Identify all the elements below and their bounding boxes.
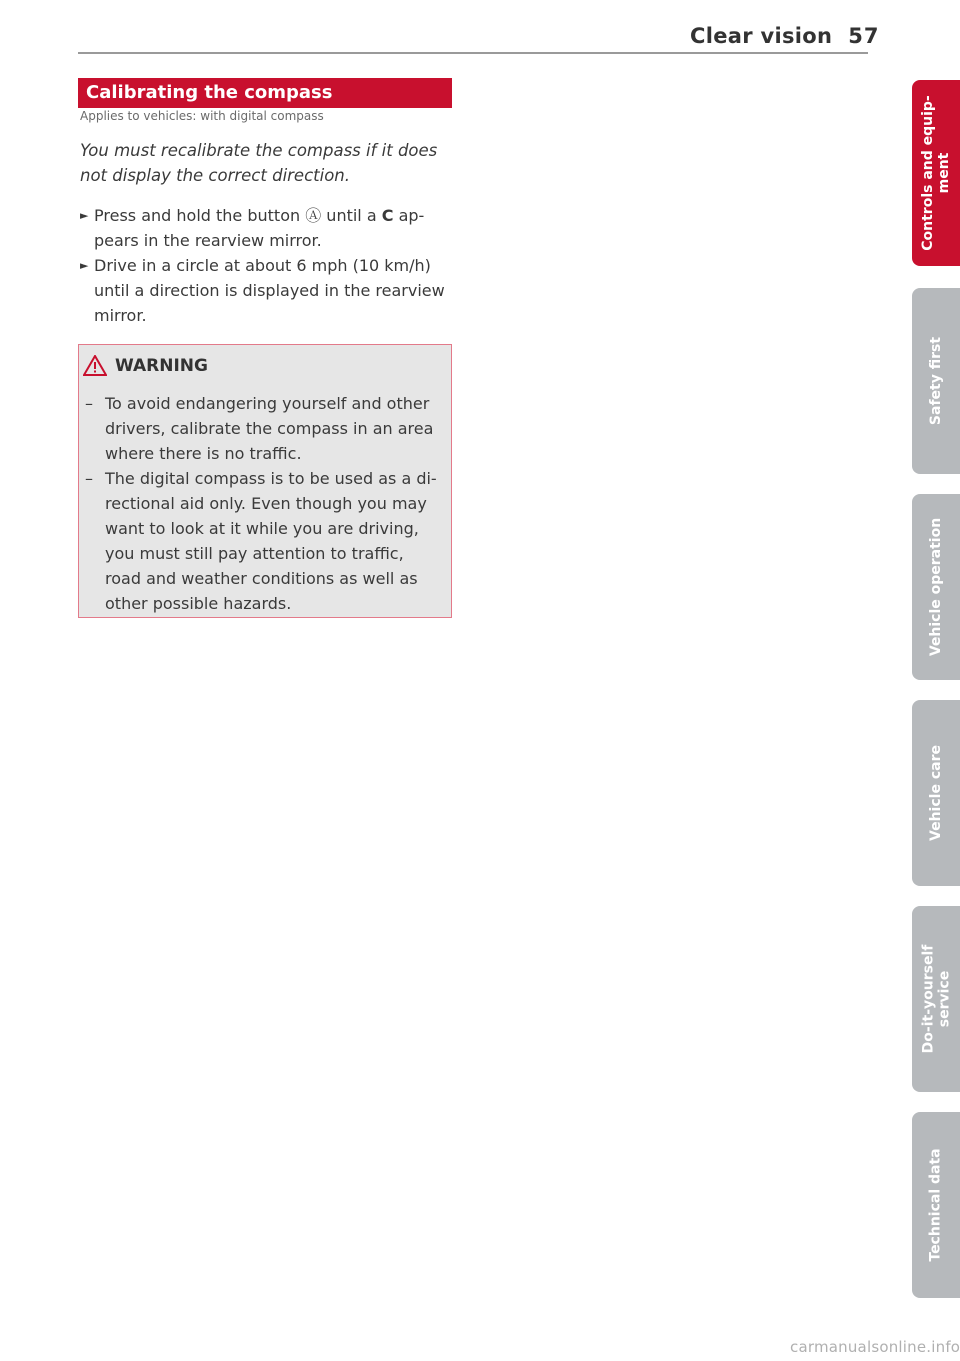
warning-box	[78, 344, 452, 618]
button-marker: Ⓐ	[305, 206, 322, 225]
warning-triangle-icon	[83, 355, 107, 376]
c-symbol: C	[381, 206, 394, 225]
step-item: ► Press and hold the button Ⓐ until a C ap-pears in the rearview mirror.	[80, 203, 452, 253]
warning-item: – The digital compass is to be used as a di-rectional aid only. Even though you may want to look at it while you are driving, you must still pay attention to traffic, road and weather conditions as well as other possible hazards.	[85, 469, 437, 613]
footer-watermark: carmanualsonline.info	[790, 1338, 960, 1356]
header-rule	[78, 52, 868, 54]
page-number: 57	[848, 24, 880, 48]
running-head	[690, 24, 880, 48]
applies-note: Applies to vehicles: with digital compass	[80, 109, 324, 123]
tab-technical-data[interactable]: Technical data	[912, 1112, 960, 1298]
triangle-bullet-icon: ►	[80, 259, 89, 272]
section-heading: Calibrating the compass	[78, 78, 452, 108]
tab-vehicle-care[interactable]: Vehicle care	[912, 700, 960, 886]
step-item: ► Drive in a circle at about 6 mph (10 km/h) until a direction is displayed in the rearview mirror.	[80, 253, 452, 328]
tab-do-it-yourself[interactable]: Do-it-yourself service	[912, 906, 960, 1092]
tab-vehicle-operation[interactable]: Vehicle operation	[912, 494, 960, 680]
step-list	[80, 203, 452, 328]
warning-list	[85, 391, 441, 616]
warning-item: – To avoid endangering yourself and other drivers, calibrate the compass in an area where there is no traffic.	[85, 394, 434, 463]
warning-title: WARNING	[83, 355, 208, 376]
tab-safety[interactable]: Safety first	[912, 288, 960, 474]
triangle-bullet-icon: ►	[80, 209, 89, 222]
intro-text: You must recalibrate the compass if it does not display the correct direction.	[80, 141, 438, 185]
tab-controls[interactable]: Controls and equip- ment	[912, 80, 960, 266]
chapter-title: Clear vision	[690, 24, 833, 48]
